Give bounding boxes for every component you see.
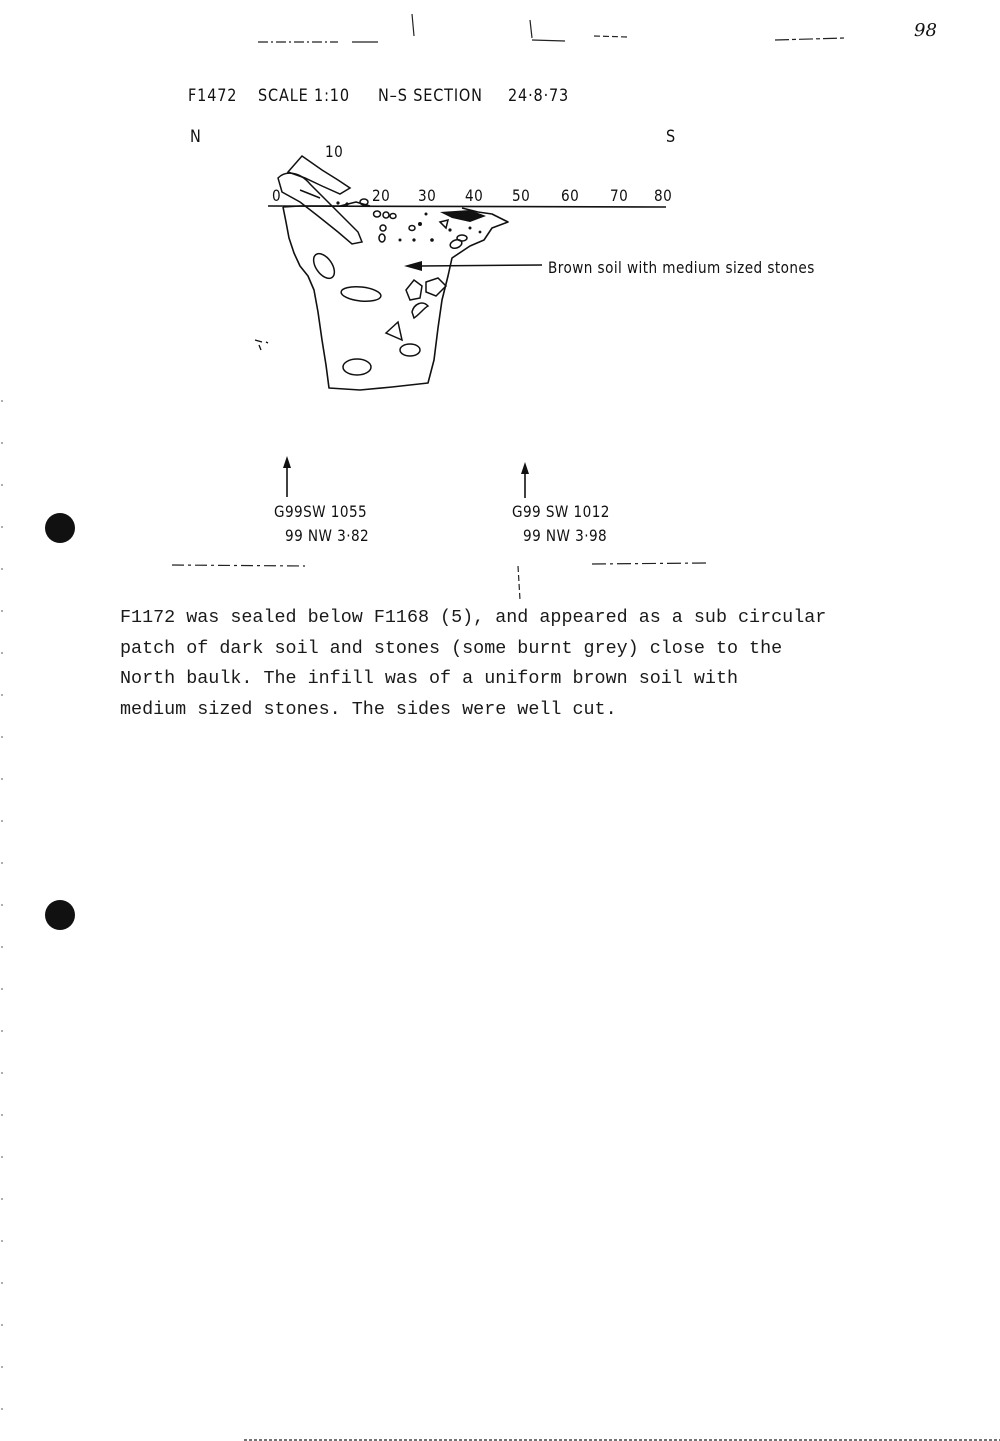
tick-label: 40	[465, 186, 484, 205]
north-label: N	[190, 127, 202, 147]
description-line: medium sized stones. The sides were well cut.	[120, 698, 617, 720]
south-label: S	[666, 127, 677, 147]
annotation-arrow	[404, 261, 542, 271]
description-line: North baulk. The infill was of a uniform brown soil with	[120, 668, 739, 689]
upper-lens-features	[278, 156, 362, 244]
section-label: N–S SECTION	[378, 86, 483, 106]
tick-label-upper: 10	[325, 142, 344, 161]
feature-number: F1472	[188, 86, 238, 106]
feature-description	[120, 603, 920, 725]
tick-label: 50	[512, 186, 531, 205]
page-number: 98	[914, 20, 937, 41]
tick-label: 70	[610, 186, 629, 205]
scale-label: SCALE 1:10	[258, 86, 350, 106]
punch-hole	[45, 513, 75, 543]
description-line: F1172 was sealed below F1168 (5), and appeared as a sub circular	[120, 607, 827, 628]
grid-ref-right-line2: 99 NW 3·98	[523, 526, 608, 545]
tick-label: 80	[654, 186, 673, 205]
tick-label: 30	[418, 186, 437, 205]
scan-marks	[2, 14, 1000, 1441]
gridref-arrows	[283, 456, 529, 498]
date-label: 24·8·73	[508, 86, 570, 106]
grid-ref-left-line1: G99SW 1055	[274, 502, 368, 521]
description-line: patch of dark soil and stones (some burnt grey) close to the	[120, 637, 783, 659]
grid-ref-left-line2: 99 NW 3·82	[285, 526, 370, 545]
scan-speck	[255, 340, 268, 350]
tick-label: 20	[372, 186, 391, 205]
punch-hole	[45, 900, 75, 930]
stones	[309, 199, 467, 375]
pit-section-outline	[283, 202, 508, 390]
grid-ref-right-line1: G99 SW 1012	[512, 502, 610, 521]
soil-annotation: Brown soil with medium sized stones	[548, 258, 815, 277]
tick-label: 0	[272, 186, 282, 205]
tick-label: 60	[561, 186, 580, 205]
